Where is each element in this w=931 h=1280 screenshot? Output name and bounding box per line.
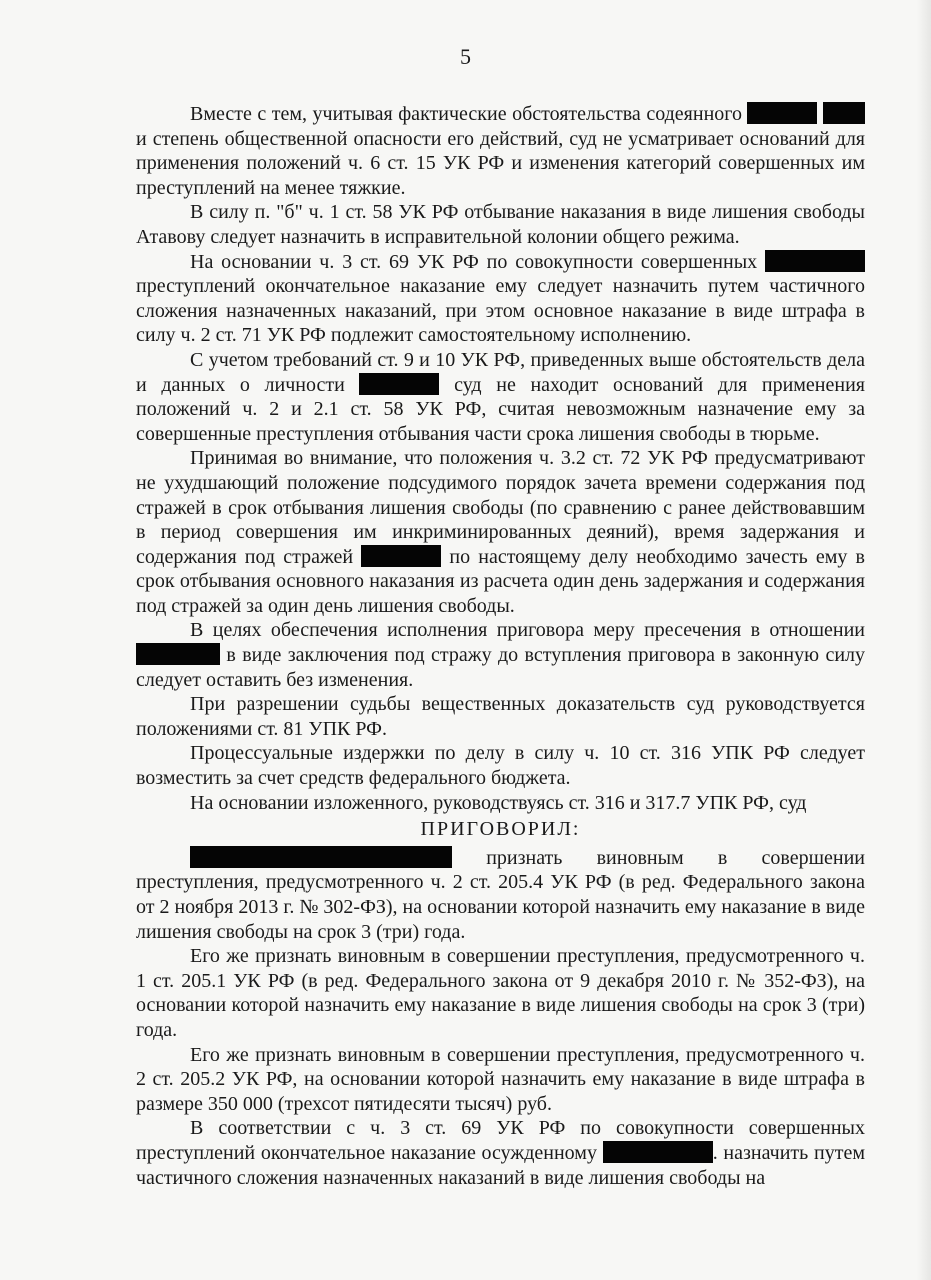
redaction-block: [823, 102, 865, 124]
paragraph-5: Принимая во внимание, что положения ч. 3.2 ст. 72 УК РФ предусматривают не ухудшающий положение подсудимого порядок зачета времени содержания под стражей в срок отбывания лишения свободы (по сравнению с ранее действовавшим в период совершения им инкриминированных деяний), время задержания и содержания под стражей по настоящему делу необходимо зачесть ему в срок отбывания основного наказания из расчета один день задержания и содержания под стражей за один день лишения свободы.: [136, 447, 865, 617]
paragraph-4: С учетом требований ст. 9 и 10 УК РФ, приведенных выше обстоятельств дела и данных о личности суд не находит оснований для применения положений ч. 2 и 2.1 ст. 58 УК РФ, считая невозможным назначение ему за совершенные преступления отбывания части срока лишения свободы в тюрьме.: [136, 348, 865, 445]
verdict-paragraph-1: признать виновным в совершении преступления, предусмотренного ч. 2 ст. 205.4 УК РФ (в ред. Федерального закона от 2 ноября 2013 г. № 302-ФЗ), на основании которой назначить ему наказание в виде лишения свободы на срок 3 (три) года.: [136, 846, 865, 943]
document-body: [136, 102, 865, 1190]
page-number: 5: [460, 44, 471, 69]
redaction-block: [603, 1141, 713, 1163]
redaction-block: [359, 373, 439, 395]
redaction-block: [747, 102, 817, 124]
verdict-paragraph-3: Его же признать виновным в совершении преступления, предусмотренного ч. 2 ст. 205.2 УК РФ, на основании которой назначить ему наказание в виде штрафа в размере 350 000 (трехсот пятидесяти тысяч) руб.: [136, 1043, 865, 1115]
paragraph-9: На основании изложенного, руководствуясь ст. 316 и 317.7 УПК РФ, суд: [190, 791, 807, 814]
paragraph-7: При разрешении судьбы вещественных доказательств суд руководствуется положениями ст. 81 УПК РФ.: [136, 693, 865, 740]
page-edge-shadow: [917, 0, 931, 1280]
paragraph-8: Процессуальные издержки по делу в силу ч. 10 ст. 316 УПК РФ следует возместить за счет средств федерального бюджета.: [136, 742, 865, 790]
redaction-block: [136, 643, 220, 665]
redaction-block: [765, 250, 865, 272]
paragraph-6: В целях обеспечения исполнения приговора меру пресечения в отношении в виде заключения под стражу до вступления приговора в законную силу следует оставить без изменения.: [136, 619, 865, 691]
verdict-paragraph-2: Его же признать виновным в совершении преступления, предусмотренного ч. 1 ст. 205.1 УК РФ (в ред. Федерального закона от 9 декабря 2010 г. № 352-ФЗ), на основании которой назначить ему наказание в виде лишения свободы на срок 3 (три) года.: [136, 945, 865, 1041]
paragraph-3: На основании ч. 3 ст. 69 УК РФ по совокупности совершенных преступлений окончательное наказание ему следует назначить путем частичного сложения назначенных наказаний, при этом основное наказание в виде штрафа в силу ч. 2 ст. 71 УК РФ подлежит самостоятельному исполнению.: [136, 250, 865, 347]
verdict-paragraph-4: В соответствии с ч. 3 ст. 69 УК РФ по совокупности совершенных преступлений окончательное наказание осужденному . назначить путем частичного сложения назначенных наказаний в виде лишения свободы на: [136, 1117, 865, 1189]
redaction-block: [361, 545, 441, 567]
paragraph-2: В силу п. "б" ч. 1 ст. 58 УК РФ отбывание наказания в виде лишения свободы Атавову следует назначить в исправительной колонии общего режима.: [136, 201, 865, 248]
verdict-heading: ПРИГОВОРИЛ:: [420, 818, 581, 841]
paragraph-1: Вместе с тем, учитывая фактические обстоятельства содеянного и степень общественной опасности его действий, суд не усматривает оснований для применения положений ч. 6 ст. 15 УК РФ и изменения категорий совершенных им преступлений на менее тяжкие.: [136, 103, 865, 199]
redaction-block: [190, 846, 452, 868]
